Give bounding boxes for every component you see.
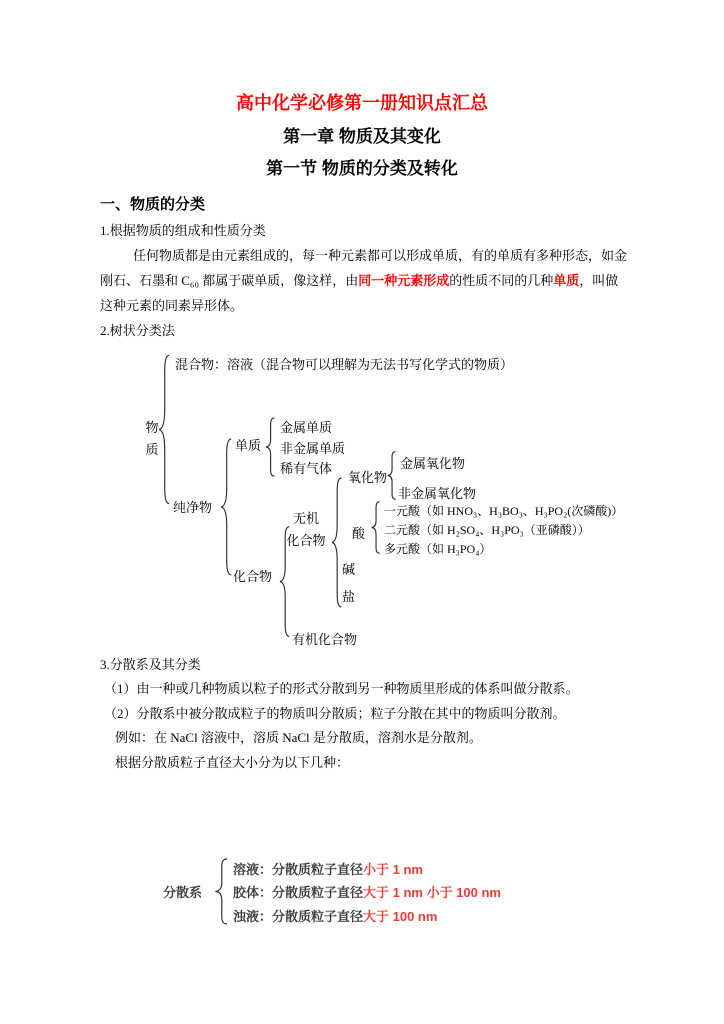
tree1-acid-di-label: 二元酸（如 H₂SO₄、H₃PO₃（亚磷酸）） [384,523,590,537]
tree1-organic-label: 有机化合物 [292,632,358,647]
tree1-base-label: 碱 [342,562,356,577]
tree1-nonmetal-element-label: 非金属单质 [280,441,346,456]
paragraph-line: 这种元素的同素异形体。 [100,298,244,313]
section3-heading: 3.分散系及其分类 [100,657,201,672]
tree1-nonmetal-oxide-label: 非金属氧化物 [398,486,477,501]
tree2-item-turbid: 浊液：分散质粒子直径大于 100 nm [233,909,438,924]
tree1-oxide-brace [386,451,397,500]
tree1-metal-oxide-label: 金属氧化物 [400,456,466,471]
point1-heading: 1.根据物质的组成和性质分类 [100,223,266,238]
tree1-acid-brace [370,501,381,554]
section3-line-1: （1）由一种或几种物质以粒子的形式分散到另一种物质里形成的体系叫做分散系。 [104,681,579,696]
tree1-acid-label: 酸 [352,526,366,541]
tree2-item-colloid: 胶体：分散质粒子直径大于 1 nm 小于 100 nm [233,885,501,900]
tree2-item-solution: 溶液：分散质粒子直径小于 1 nm [233,862,423,877]
doc-title: 高中化学必修第一册知识点汇总 [236,93,488,113]
tree1-element-label: 单质 [235,438,262,453]
section1-heading: 一、物质的分类 [100,196,206,213]
tree1-noble-gas-label: 稀有气体 [280,461,333,476]
section-heading: 第一节 物质的分类及转化 [266,159,458,178]
tree1-salt-label: 盐 [342,589,356,604]
tree1-acid-poly-label: 多元酸（如 H₃PO₄） [384,542,492,556]
tree1-root-label: 物 质 [145,420,159,457]
tree2-root-label: 分散系 [163,885,203,900]
tree1-metal-element-label: 金属单质 [280,420,333,435]
tree1-element-brace [264,417,276,477]
section3-line-2: （2）分散系中被分散成粒子的物质叫分散质；粒子分散在其中的物质叫分散剂。 [104,706,566,721]
tree1-compound-label: 化合物 [233,569,273,584]
tree1-root-brace [157,353,171,506]
tree1-pure-brace [219,437,233,577]
section3-example: 例如：在 NaCl 溶液中，溶质 NaCl 是分散质，溶剂水是分散剂。 [115,730,482,745]
tree1-inorganic-label: 无机 化合物 [286,511,326,548]
chapter-heading: 第一章 物质及其变化 [283,127,441,146]
tree2-brace [213,858,229,925]
tree1-acid-mono-label: 一元酸（如 HNO₃、H₃BO₃、H₃PO₂(次磷酸)） [384,504,624,518]
point2-heading: 2.树状分类法 [100,323,175,338]
section3-line-4: 根据分散质粒子直径大小分为以下几种： [115,755,350,770]
tree1-mixture-label: 混合物：溶液（混合物可以理解为无法书写化学式的物质） [175,357,514,372]
paragraph-line: 刚石、石墨和 C₆₀ 都属于碳单质，像这样，由同一种元素形成的性质不同的几种单质，叫做 [100,273,619,288]
tree1-oxide-label: 氧化物 [348,470,388,485]
paragraph-line: 任何物质都是由元素组成的，每一种元素都可以形成单质，有的单质有多种形态，如金 [133,248,628,263]
tree1-pure-label: 纯净物 [173,500,213,515]
